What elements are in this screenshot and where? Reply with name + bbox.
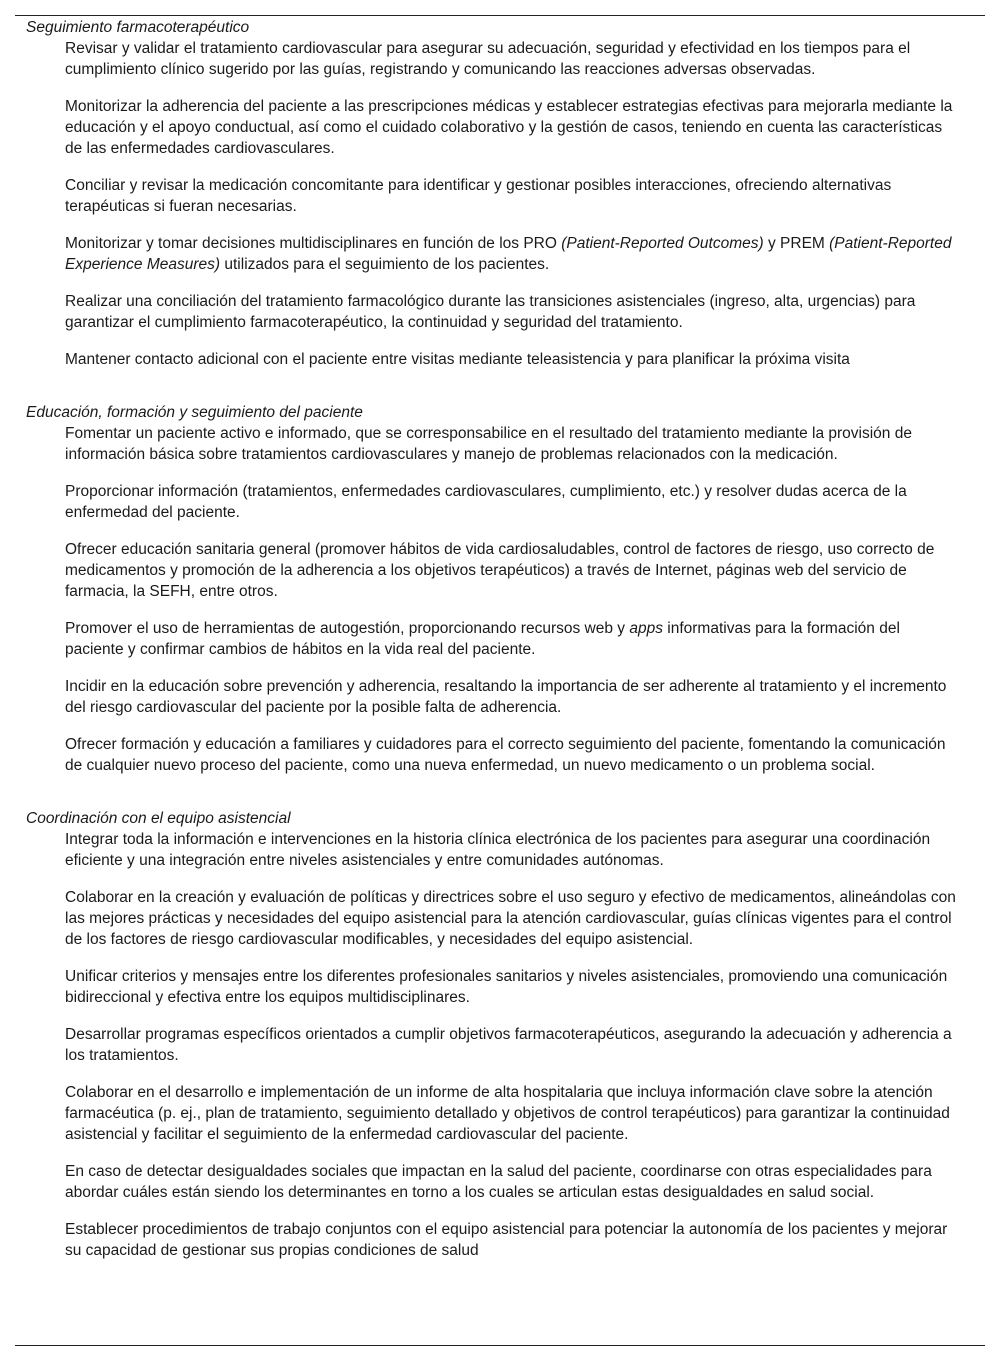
italic-text-run: apps	[629, 620, 663, 637]
text-run: Monitorizar la adherencia del paciente a las prescripciones médicas y establecer estrategias efectivas para mejorarla mediante la educación y el apoyo conductual, así como el cuidado colaborativo y la gestión de casos, teniendo en cuenta las características de las enfermedades cardiovasculares.	[65, 98, 953, 157]
list-item	[65, 676, 957, 718]
top-rule	[15, 15, 985, 16]
text-run: Desarrollar programas específicos orientados a cumplir objetivos farmacoterapéuticos, asegurando la adecuación y adherencia a los tratamientos.	[65, 1026, 952, 1064]
text-run: Ofrecer formación y educación a familiares y cuidadores para el correcto seguimiento del paciente, fomentando la comunicación de cualquier nuevo proceso del paciente, como una nueva enfermedad, un nuevo medicamento o un problema social.	[65, 736, 946, 774]
text-run: Incidir en la educación sobre prevención y adherencia, resaltando la importancia de ser adherente al tratamiento y el incremento del riesgo cardiovascular del paciente por la posible falta de adherencia.	[65, 678, 947, 716]
bottom-rule	[15, 1345, 985, 1346]
text-run: Mantener contacto adicional con el paciente entre visitas mediante teleasistencia y para planificar la próxima visita	[65, 351, 850, 368]
list-item	[65, 38, 957, 80]
section-coordinacion-equipo	[26, 808, 956, 1261]
list-item	[65, 233, 957, 275]
document-body	[26, 17, 956, 1261]
list-item	[65, 1161, 957, 1203]
list-item	[65, 829, 957, 871]
text-run: utilizados para el seguimiento de los pacientes.	[220, 256, 550, 273]
section-title: Coordinación con el equipo asistencial	[26, 810, 291, 827]
list-item	[65, 1024, 957, 1066]
list-item	[65, 539, 957, 602]
text-run: Establecer procedimientos de trabajo conjuntos con el equipo asistencial para potenciar la autonomía de los pacientes y mejorar su capacidad de gestionar sus propias condiciones de salud	[65, 1221, 948, 1259]
text-run: Ofrecer educación sanitaria general (promover hábitos de vida cardiosaludables, control de factores de riesgo, uso correcto de medicamentos y promoción de la adherencia a los objetivos terapéuticos) a través de Internet, páginas web del servicio de farmacia, la SEFH, entre otros.	[65, 541, 935, 600]
section-item-list	[26, 829, 956, 1261]
text-run: Fomentar un paciente activo e informado, que se corresponsabilice en el resultado del tratamiento mediante la provisión de información básica sobre tratamientos cardiovasculares y manejo de problemas relacionados con la medicación.	[65, 425, 912, 463]
text-run: Monitorizar y tomar decisiones multidisciplinares en función de los PRO	[65, 235, 562, 252]
section-title: Educación, formación y seguimiento del paciente	[26, 404, 363, 421]
text-run: Unificar criterios y mensajes entre los diferentes profesionales sanitarios y niveles asistenciales, promoviendo una comunicación bidireccional y efectiva entre los equipos multidisciplinares.	[65, 968, 948, 1006]
text-run: Realizar una conciliación del tratamiento farmacológico durante las transiciones asistenciales (ingreso, alta, urgencias) para garantizar el cumplimiento farmacoterapéutico, la continuidad y seguridad del tratamiento.	[65, 293, 916, 331]
list-item	[65, 618, 957, 660]
text-run: Integrar toda la información e intervenciones en la historia clínica electrónica de los pacientes para asegurar una coordinación eficiente y una integración entre niveles asistenciales y entre comunidades autónomas.	[65, 831, 931, 869]
text-run: Revisar y validar el tratamiento cardiovascular para asegurar su adecuación, seguridad y efectividad en los tiempos para el cumplimiento clínico sugerido por las guías, registrando y comunicando las reacciones adversas observadas.	[65, 40, 911, 78]
list-item	[65, 175, 957, 217]
text-run: Conciliar y revisar la medicación concomitante para identificar y gestionar posibles interacciones, ofreciendo alternativas terapéuticas si fueran necesarias.	[65, 177, 892, 215]
list-item	[65, 349, 957, 370]
text-run: Proporcionar información (tratamientos, enfermedades cardiovasculares, cumplimiento, etc.) y resolver dudas acerca de la enfermedad del paciente.	[65, 483, 907, 521]
list-item	[65, 481, 957, 523]
list-item	[65, 887, 957, 950]
italic-text-run: (Patient-Reported Experience Measures)	[65, 235, 952, 273]
section-seguimiento-farmacoterapeutico	[26, 17, 956, 370]
list-item	[65, 423, 957, 465]
text-run: informativas para la formación del paciente y confirmar cambios de hábitos en la vida real del paciente.	[65, 620, 900, 658]
italic-text-run: (Patient-Reported Outcomes)	[561, 235, 764, 252]
text-run: Colaborar en el desarrollo e implementación de un informe de alta hospitalaria que incluya información clave sobre la atención farmacéutica (p. ej., plan de tratamiento, seguimiento detallado y objetivos de control terapéuticos) para garantizar la continuidad asistencial y facilitar el seguimiento de la enfermedad cardiovascular del paciente.	[65, 1084, 950, 1143]
list-item	[65, 291, 957, 333]
section-title: Seguimiento farmacoterapéutico	[26, 19, 250, 36]
list-item	[65, 1219, 957, 1261]
section-educacion-formacion	[26, 402, 956, 776]
text-run: Promover el uso de herramientas de autogestión, proporcionando recursos web y	[65, 620, 630, 637]
list-item	[65, 96, 957, 159]
list-item	[65, 734, 957, 776]
list-item	[65, 966, 957, 1008]
list-item	[65, 1082, 957, 1145]
section-item-list	[26, 38, 956, 370]
text-run: En caso de detectar desigualdades sociales que impactan en la salud del paciente, coordinarse con otras especialidades para abordar cuáles están siendo los determinantes en torno a los cuales se articulan estas desigualdades en salud social.	[65, 1163, 932, 1201]
text-run: Colaborar en la creación y evaluación de políticas y directrices sobre el uso seguro y efectivo de medicamentos, alineándolas con las mejores prácticas y necesidades del equipo asistencial para la atención cardiovascular, guías clínicas vigentes para el control de los factores de riesgo cardiovascular modificables, y necesidades del equipo asistencial.	[65, 889, 956, 948]
text-run: y PREM	[763, 235, 830, 252]
section-item-list	[26, 423, 956, 776]
